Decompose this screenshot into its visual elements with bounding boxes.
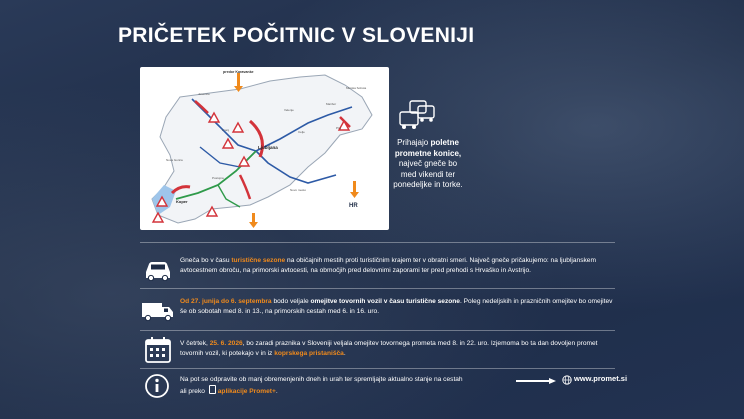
label-karavanke: predor Karavanke <box>223 70 254 74</box>
text-part: . <box>275 387 278 395</box>
text-highlight: aplikacije Promet+ <box>217 387 276 395</box>
text-part: na običajnih mestih proti turističnim krajem ter v obratni smeri. Največ gneče pričakujemo: na ljubljanskem avtocestnem obroču, na primorski avtocesti, na območjih pred delovnimi zaporami ter pred prehodi s Hrvaško in Avstrijo. <box>180 257 596 274</box>
city-label: Kranj <box>222 128 230 132</box>
city-label: Maribor <box>326 102 337 106</box>
info-text-trucks <box>180 297 615 316</box>
city-label: Postojna <box>212 176 224 180</box>
arrow-icon <box>350 192 359 198</box>
label-ljubljana: Ljubljana <box>258 145 278 150</box>
map-svg <box>140 67 389 230</box>
divider <box>140 368 615 369</box>
text-highlight: koprskega pristanišča <box>274 349 344 357</box>
slovenia-map <box>140 67 389 230</box>
text-part: . <box>343 349 346 357</box>
city-label: Ptuj <box>336 126 342 130</box>
info-row-traffic <box>140 252 615 282</box>
arrow-icon <box>353 181 356 193</box>
side-note-bold: poletne prometne konice, <box>394 138 462 158</box>
info-text-tip <box>180 375 465 396</box>
city-label: Novo mesto <box>290 188 307 192</box>
city-label: Velenje <box>284 108 294 112</box>
text-highlight: Od 27. junija do 6. septembra <box>180 298 272 305</box>
promet-link[interactable] <box>516 374 628 388</box>
side-note <box>390 138 466 191</box>
side-note-text: največ gneče bo med vikendi ter ponedeljke in torke. <box>393 159 463 189</box>
promet-url[interactable]: www.promet.si <box>574 374 628 383</box>
phone-icon <box>209 385 216 394</box>
city-label: Jesenice <box>198 92 210 96</box>
city-label: Celje <box>298 130 305 134</box>
text-part: Gneča bo v času <box>180 257 232 264</box>
text-part: Na pot se odpravite ob manj obremenjenih dneh in urah ter spremljajte aktualno stanje na cestah ali preko <box>180 376 463 395</box>
divider <box>140 288 615 289</box>
divider <box>140 330 615 331</box>
text-highlight: turistične sezone <box>231 257 286 264</box>
city-label: Murska Sobota <box>346 86 367 90</box>
info-row-holiday <box>140 336 615 366</box>
side-note-text: Prihajajo <box>397 138 431 147</box>
text-bold: omejitve tovornih vozil v času turistične sezone <box>310 298 460 305</box>
page-title: PRIČETEK POČITNIC V SLOVENIJI <box>118 24 475 47</box>
calendar-icon <box>140 336 176 366</box>
text-part: , bo zaradi praznika v Sloveniji veljala omejitev tovornega prometa med 8. in 22. uro. Izjemoma bo ta dan dovoljen promet tovornih vozil, ki potekajo v in iz <box>180 340 598 357</box>
info-text-traffic <box>180 256 615 275</box>
arrow-icon <box>237 73 240 87</box>
globe-icon <box>562 375 572 385</box>
text-part: . Poleg nedeljskih in prazničnih omejitev bo omejitev še ob sobotah med 8. in 13., na primorskih cestah med 6. in 16. uro. <box>180 298 613 315</box>
text-part: V četrtek, <box>180 340 210 347</box>
divider <box>140 242 615 243</box>
label-koper: Koper <box>176 199 188 204</box>
info-icon <box>140 372 176 402</box>
traffic-jam-icon <box>396 98 436 134</box>
car-icon <box>140 254 176 284</box>
city-label: Nova Gorica <box>166 158 183 162</box>
label-hr: HR <box>349 203 358 209</box>
arrow-icon <box>252 213 255 223</box>
arrow-icon <box>249 222 258 228</box>
info-row-trucks <box>140 296 615 326</box>
text-highlight: 25. 6. 2026 <box>209 340 243 347</box>
info-text-holiday <box>180 339 615 358</box>
arrow-right-icon <box>516 378 556 384</box>
text-part: bodo veljale <box>271 298 311 305</box>
truck-icon <box>140 297 176 327</box>
